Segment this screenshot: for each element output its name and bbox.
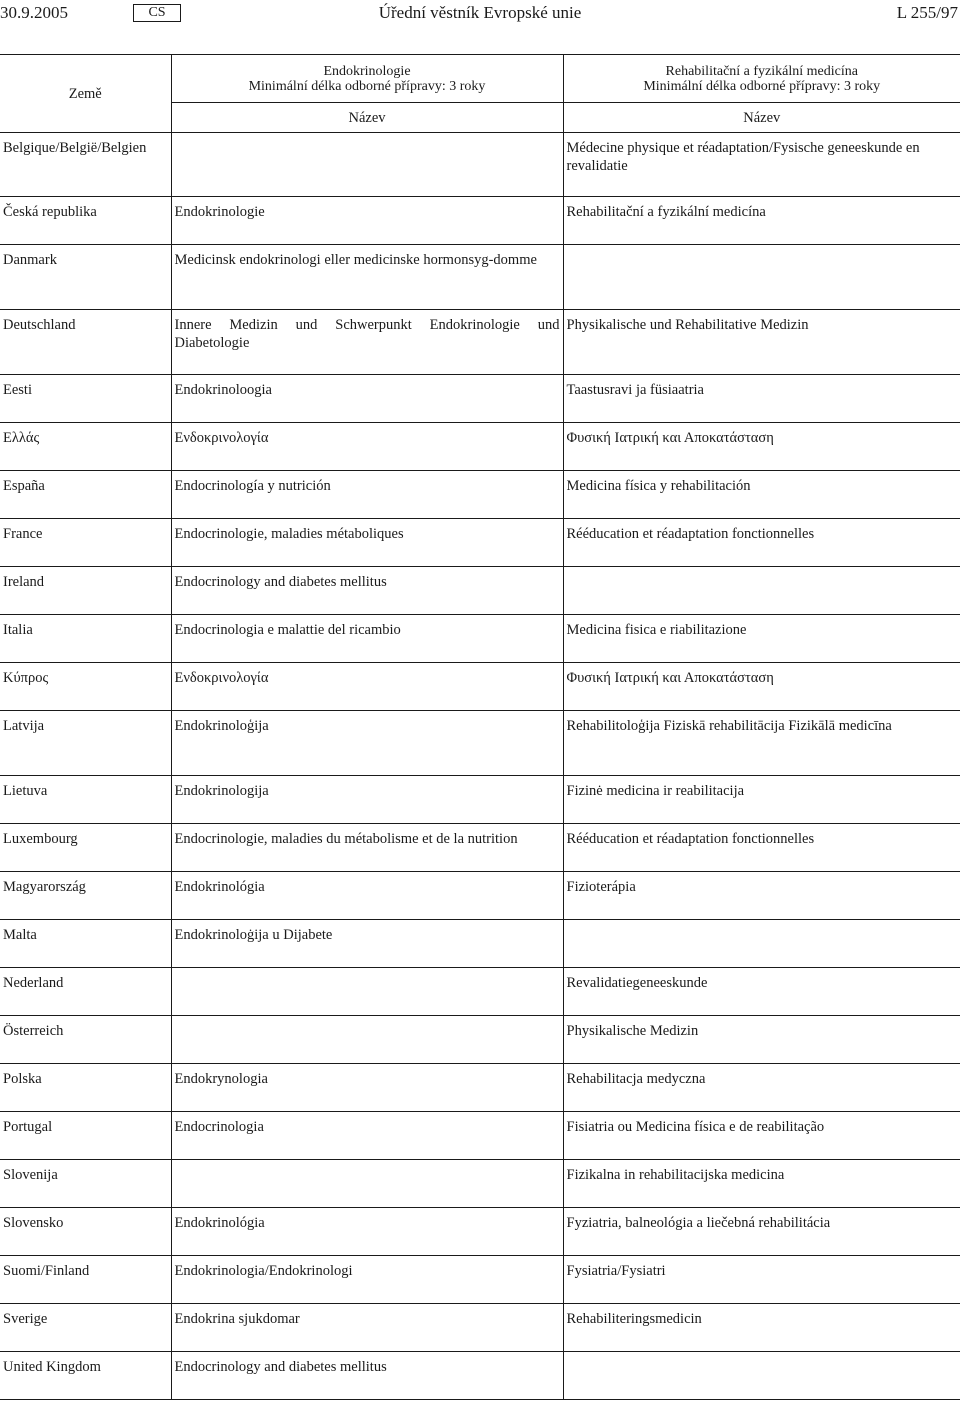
page-header: [0, 0, 960, 26]
endocrinology-cell: [171, 133, 563, 197]
table-row: [0, 1304, 960, 1352]
endocrinology-cell: Endokrinologia/Endokrinologi: [171, 1256, 563, 1304]
table-row: [0, 663, 960, 711]
table-row: [0, 310, 960, 375]
rehabilitation-cell: Fizinė medicina ir reabilitacija: [563, 776, 960, 824]
country-cell: Eesti: [0, 375, 171, 423]
rehabilitation-cell: Rehabilitacja medyczna: [563, 1064, 960, 1112]
rehabilitation-cell: Fizioterápia: [563, 872, 960, 920]
rehabilitation-cell: Medicina física y rehabilitación: [563, 471, 960, 519]
rehabilitation-cell: Rehabilitoloģija Fiziskā rehabilitācija Fizikālā medicīna: [563, 711, 960, 776]
table-row: [0, 133, 960, 197]
rehabilitation-cell: Médecine physique et réadaptation/Fysische geneeskunde en revalidatie: [563, 133, 960, 197]
country-cell: Malta: [0, 920, 171, 968]
rehabilitation-cell: Rehabiliteringsmedicin: [563, 1304, 960, 1352]
page-number: L 255/97: [896, 3, 958, 22]
endocrinology-duration: Minimální délka odborné přípravy: 3 roky: [248, 78, 486, 94]
rehabilitation-cell: Rééducation et réadaptation fonctionnelles: [563, 824, 960, 872]
endocrinology-cell: Endocrinology and diabetes mellitus: [171, 1352, 563, 1400]
language-badge: CS: [133, 4, 181, 22]
rehabilitation-cell: [563, 920, 960, 968]
country-column-header: Země: [0, 55, 171, 133]
endocrinology-cell: Endokrinoloģija: [171, 711, 563, 776]
table-row: [0, 1256, 960, 1304]
country-cell: France: [0, 519, 171, 567]
rehabilitation-cell: Physikalische und Rehabilitative Medizin: [563, 310, 960, 375]
endocrinology-cell: Innere Medizin und Schwerpunkt Endokrinologie und Diabetologie: [171, 310, 563, 375]
table-row: [0, 1016, 960, 1064]
rehabilitation-cell: Medicina fisica e riabilitazione: [563, 615, 960, 663]
rehabilitation-duration: Minimální délka odborné přípravy: 3 roky: [643, 78, 881, 94]
endocrinology-cell: Endocrinologia: [171, 1112, 563, 1160]
endocrinology-cell: Endokrinológia: [171, 872, 563, 920]
table-row: [0, 824, 960, 872]
endocrinology-cell: Endokrynologia: [171, 1064, 563, 1112]
rehabilitation-cell: [563, 567, 960, 615]
endocrinology-cell: [171, 1160, 563, 1208]
country-cell: Polska: [0, 1064, 171, 1112]
rehabilitation-cell: Φυσική Ιατρική και Αποκατάσταση: [563, 423, 960, 471]
rehabilitation-cell: Rehabilitační a fyzikální medicína: [563, 197, 960, 245]
table-row: [0, 375, 960, 423]
country-cell: Slovensko: [0, 1208, 171, 1256]
table-row: [0, 423, 960, 471]
country-cell: Sverige: [0, 1304, 171, 1352]
publication-date: 30.9.2005: [0, 3, 68, 22]
country-cell: Österreich: [0, 1016, 171, 1064]
table-row: [0, 711, 960, 776]
country-cell: Lietuva: [0, 776, 171, 824]
table-row: [0, 1352, 960, 1400]
endocrinology-cell: Endocrinologie, maladies métaboliques: [171, 519, 563, 567]
rehabilitation-column-header: [563, 55, 960, 103]
rehabilitation-cell: Fyziatria, balneológia a liečebná rehabilitácia: [563, 1208, 960, 1256]
country-cell: Ελλάς: [0, 423, 171, 471]
endocrinology-cell: [171, 1016, 563, 1064]
journal-title: Úřední věstník Evropské unie: [378, 3, 582, 22]
rehabilitation-cell: [563, 1352, 960, 1400]
endocrinology-column-header: [171, 55, 563, 103]
endocrinology-name-header: Název: [171, 103, 563, 133]
country-cell: Danmark: [0, 245, 171, 310]
country-cell: Suomi/Finland: [0, 1256, 171, 1304]
country-cell: Latvija: [0, 711, 171, 776]
endocrinology-cell: Endokrinoloġija u Dijabete: [171, 920, 563, 968]
country-cell: Italia: [0, 615, 171, 663]
table-row: [0, 1112, 960, 1160]
endocrinology-cell: Ενδοκρινολογία: [171, 663, 563, 711]
endocrinology-cell: [171, 968, 563, 1016]
country-cell: España: [0, 471, 171, 519]
endocrinology-cell: Endokrinológia: [171, 1208, 563, 1256]
table-row: [0, 968, 960, 1016]
endocrinology-cell: Endokrinologie: [171, 197, 563, 245]
table-row: [0, 567, 960, 615]
endocrinology-title: Endokrinologie: [323, 63, 411, 79]
rehabilitation-cell: [563, 245, 960, 310]
endocrinology-cell: Endokrinologija: [171, 776, 563, 824]
rehabilitation-cell: Taastusravi ja füsiaatria: [563, 375, 960, 423]
endocrinology-cell: Endocrinologie, maladies du métabolisme et de la nutrition: [171, 824, 563, 872]
table-row: [0, 776, 960, 824]
rehabilitation-cell: Φυσική Ιατρική και Αποκατάσταση: [563, 663, 960, 711]
table-row: [0, 920, 960, 968]
rehabilitation-cell: Physikalische Medizin: [563, 1016, 960, 1064]
endocrinology-cell: Endocrinologia e malattie del ricambio: [171, 615, 563, 663]
table-row: [0, 1064, 960, 1112]
table-row: [0, 872, 960, 920]
country-cell: Luxembourg: [0, 824, 171, 872]
country-cell: Κύπρος: [0, 663, 171, 711]
rehabilitation-cell: Revalidatiegeneeskunde: [563, 968, 960, 1016]
table-row: [0, 245, 960, 310]
rehabilitation-cell: Fisiatria ou Medicina física e de reabilitação: [563, 1112, 960, 1160]
rehabilitation-cell: Rééducation et réadaptation fonctionnelles: [563, 519, 960, 567]
endocrinology-cell: Endokrina sjukdomar: [171, 1304, 563, 1352]
table-row: [0, 1160, 960, 1208]
country-cell: Deutschland: [0, 310, 171, 375]
rehabilitation-cell: Fizikalna in rehabilitacijska medicina: [563, 1160, 960, 1208]
country-cell: Nederland: [0, 968, 171, 1016]
country-cell: Belgique/België/Belgien: [0, 133, 171, 197]
table-row: [0, 615, 960, 663]
endocrinology-cell: Medicinsk endokrinologi eller medicinske hormonsyg-domme: [171, 245, 563, 310]
country-cell: United Kingdom: [0, 1352, 171, 1400]
country-cell: Slovenija: [0, 1160, 171, 1208]
rehabilitation-cell: Fysiatria/Fysiatri: [563, 1256, 960, 1304]
country-cell: Česká republika: [0, 197, 171, 245]
endocrinology-cell: Endocrinología y nutrición: [171, 471, 563, 519]
table-row: [0, 197, 960, 245]
endocrinology-cell: Endokrinoloogia: [171, 375, 563, 423]
endocrinology-cell: Ενδοκρινολογία: [171, 423, 563, 471]
rehabilitation-title: Rehabilitační a fyzikální medicína: [665, 63, 858, 79]
specialty-table: [0, 54, 960, 1400]
country-cell: Ireland: [0, 567, 171, 615]
table-row: [0, 519, 960, 567]
table-row: [0, 1208, 960, 1256]
country-cell: Portugal: [0, 1112, 171, 1160]
table-row: [0, 471, 960, 519]
endocrinology-cell: Endocrinology and diabetes mellitus: [171, 567, 563, 615]
rehabilitation-name-header: Název: [563, 103, 960, 133]
country-cell: Magyarország: [0, 872, 171, 920]
